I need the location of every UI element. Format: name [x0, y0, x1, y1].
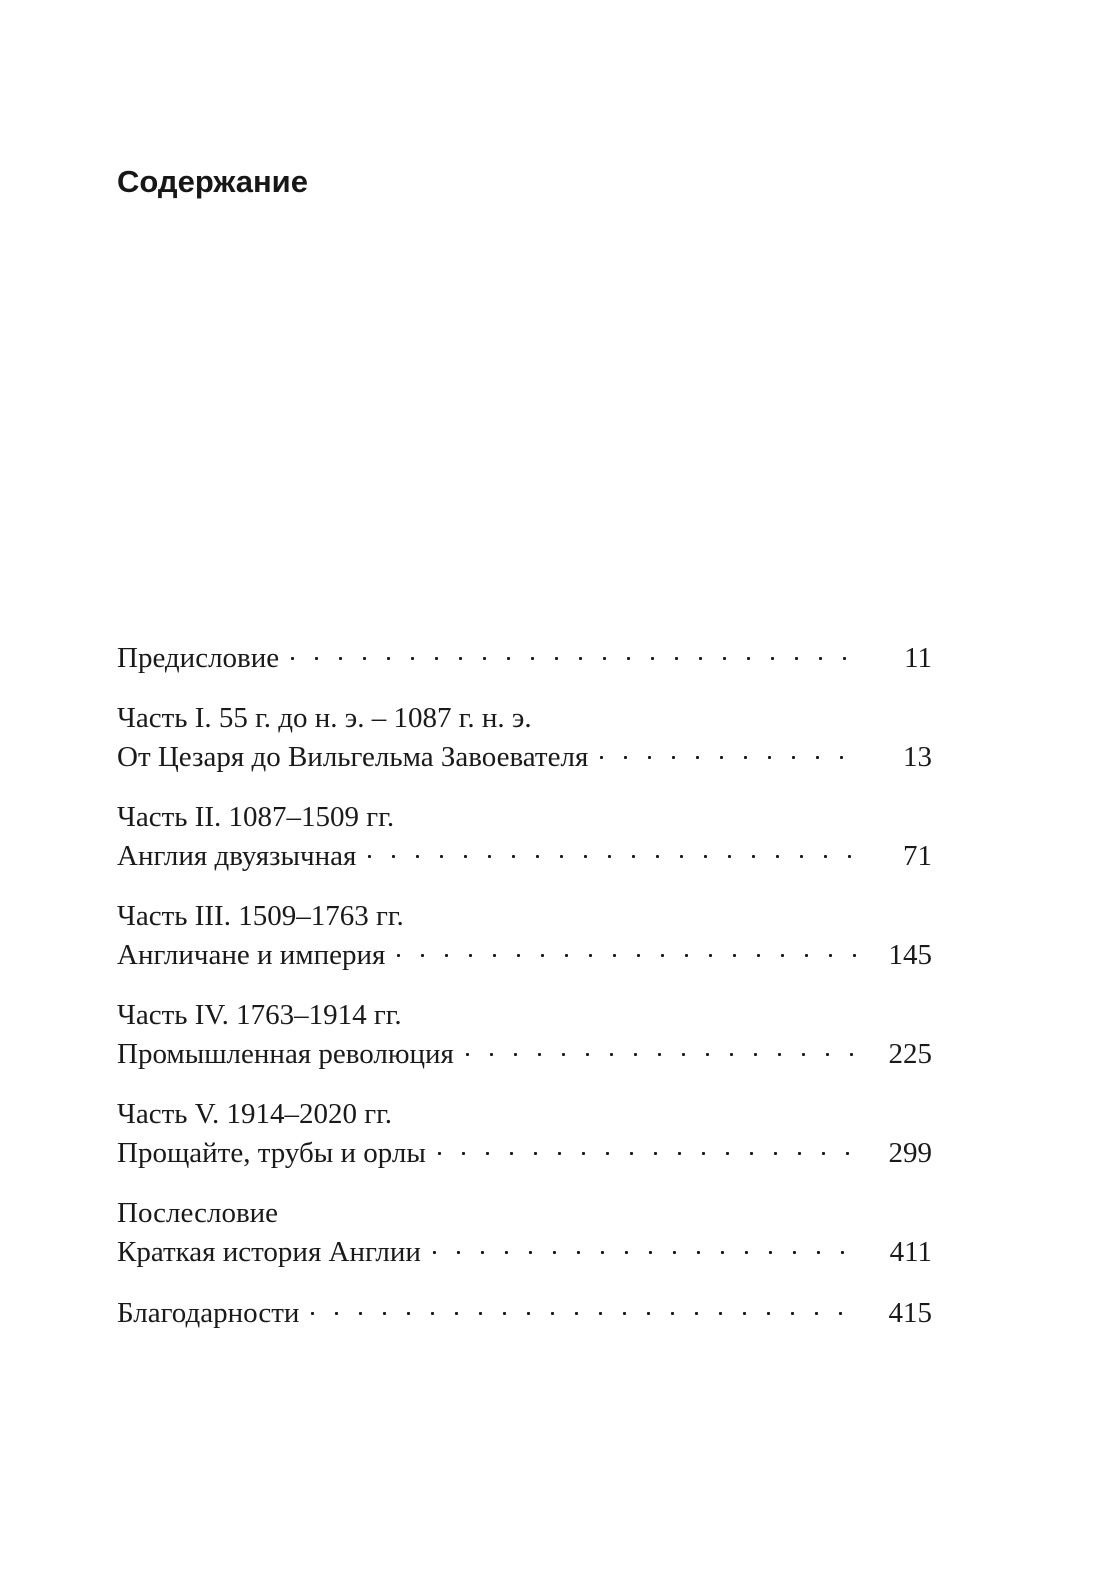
toc-entry[interactable] — [117, 798, 932, 875]
toc-entry-line — [117, 1034, 932, 1073]
toc-entry-line — [117, 1293, 932, 1332]
toc-entry-page-number: 145 — [888, 939, 932, 971]
toc-entry-page-number: 299 — [888, 1137, 932, 1169]
toc-entry-line — [117, 638, 932, 677]
toc-dot-leader — [311, 1293, 858, 1322]
toc-entry-part-label: Часть III. 1509–1763 гг. — [117, 900, 404, 932]
toc-entry-title: От Цезаря до Вильгельма Завоевателя — [117, 741, 589, 773]
toc-dot-leader — [466, 1034, 858, 1063]
toc-entry-title: Благодарности — [117, 1297, 300, 1329]
toc-entry-page-number: 415 — [888, 1297, 932, 1329]
toc-dot-leader — [438, 1133, 858, 1162]
toc-dot-leader — [397, 935, 858, 964]
toc-entry-page-number: 11 — [904, 642, 932, 674]
toc-entry-page-number: 411 — [889, 1236, 932, 1268]
toc-entry[interactable] — [117, 1194, 932, 1271]
toc-entry-title: Англия двуязычная — [117, 840, 357, 872]
toc-entry-title: Прощайте, трубы и орлы — [117, 1137, 426, 1169]
table-of-contents-list — [117, 638, 932, 1332]
toc-dot-leader — [368, 836, 858, 865]
toc-entry[interactable] — [117, 1293, 932, 1332]
toc-entry-line — [117, 935, 932, 974]
toc-entry-title: Предисловие — [117, 642, 280, 674]
toc-entry-part-label: Часть V. 1914–2020 гг. — [117, 1098, 392, 1130]
toc-dot-leader — [291, 638, 858, 667]
toc-entry[interactable] — [117, 897, 932, 974]
toc-entry[interactable] — [117, 996, 932, 1073]
toc-entry-line — [117, 836, 932, 875]
toc-entry-title: Краткая история Англии — [117, 1236, 421, 1268]
toc-entry[interactable] — [117, 1095, 932, 1172]
toc-entry-line — [117, 737, 932, 776]
toc-entry-title: Промышленная революция — [117, 1038, 454, 1070]
toc-entry-title: Англичане и империя — [117, 939, 386, 971]
toc-entry-part-label: Часть I. 55 г. до н. э. – 1087 г. н. э. — [117, 702, 532, 734]
toc-dot-leader — [433, 1232, 858, 1261]
toc-dot-leader — [600, 737, 858, 766]
toc-entry[interactable] — [117, 638, 932, 677]
toc-entry-part-label: Часть II. 1087–1509 гг. — [117, 801, 395, 833]
toc-entry-page-number: 225 — [888, 1038, 932, 1070]
toc-entry-line — [117, 1133, 932, 1172]
toc-entry-page-number: 13 — [903, 741, 932, 773]
page-title: Содержание — [117, 164, 308, 199]
toc-entry-part-label: Послесловие — [117, 1197, 279, 1229]
toc-entry-part-label: Часть IV. 1763–1914 гг. — [117, 999, 402, 1031]
toc-entry[interactable] — [117, 699, 932, 776]
toc-entry-page-number: 71 — [903, 840, 932, 872]
toc-entry-line — [117, 1232, 932, 1271]
